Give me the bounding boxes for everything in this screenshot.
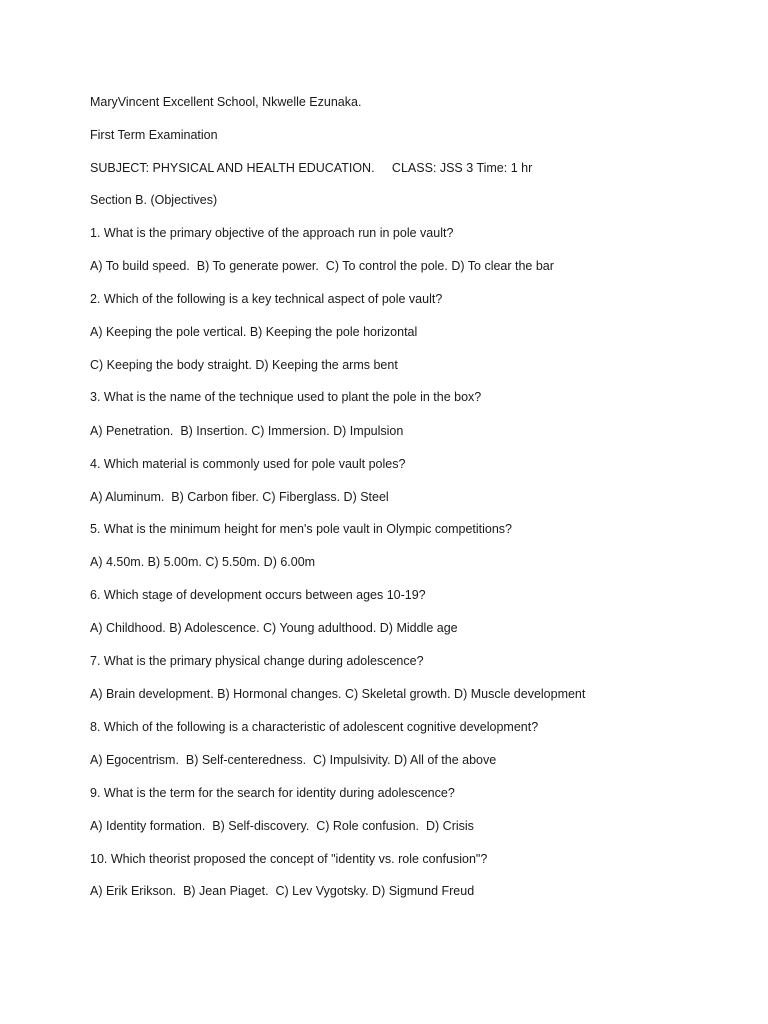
section-heading: Section B. (Objectives) (90, 193, 218, 207)
options-1: A) To build speed. B) To generate power. C) To control the pole. D) To clear the bar (90, 259, 554, 273)
options-9: A) Identity formation. B) Self-discovery. C) Role confusion. D) Crisis (90, 819, 474, 833)
question-4: 4. Which material is commonly used for pole vault poles? (90, 457, 406, 471)
question-10: 10. Which theorist proposed the concept of "identity vs. role confusion"? (90, 852, 488, 866)
question-9: 9. What is the term for the search for identity during adolescence? (90, 786, 455, 800)
options-2a: A) Keeping the pole vertical. B) Keeping the pole horizontal (90, 325, 418, 339)
question-6: 6. Which stage of development occurs between ages 10-19? (90, 588, 426, 602)
question-1: 1. What is the primary objective of the approach run in pole vault? (90, 226, 454, 240)
options-2b: C) Keeping the body straight. D) Keeping the arms bent (90, 358, 398, 372)
question-3: 3. What is the name of the technique used to plant the pole in the box? (90, 390, 482, 404)
exam-title: First Term Examination (90, 128, 218, 142)
options-4: A) Aluminum. B) Carbon fiber. C) Fiberglass. D) Steel (90, 490, 389, 504)
options-10: A) Erik Erikson. B) Jean Piaget. C) Lev Vygotsky. D) Sigmund Freud (90, 884, 475, 898)
options-5: A) 4.50m. B) 5.00m. C) 5.50m. D) 6.00m (90, 555, 316, 569)
question-8: 8. Which of the following is a characteristic of adolescent cognitive development? (90, 720, 539, 734)
subject-line: SUBJECT: PHYSICAL AND HEALTH EDUCATION. CLASS: JSS 3 Time: 1 hr (90, 161, 533, 175)
school-name: MaryVincent Excellent School, Nkwelle Ezunaka. (90, 95, 362, 109)
question-7: 7. What is the primary physical change during adolescence? (90, 654, 424, 668)
question-2: 2. Which of the following is a key technical aspect of pole vault? (90, 292, 443, 306)
options-7: A) Brain development. B) Hormonal changes. C) Skeletal growth. D) Muscle development (90, 687, 586, 701)
options-3: A) Penetration. B) Insertion. C) Immersion. D) Impulsion (90, 424, 404, 438)
question-5: 5. What is the minimum height for men's pole vault in Olympic competitions? (90, 522, 513, 536)
options-8: A) Egocentrism. B) Self-centeredness. C) Impulsivity. D) All of the above (90, 753, 497, 767)
options-6: A) Childhood. B) Adolescence. C) Young adulthood. D) Middle age (90, 621, 458, 635)
